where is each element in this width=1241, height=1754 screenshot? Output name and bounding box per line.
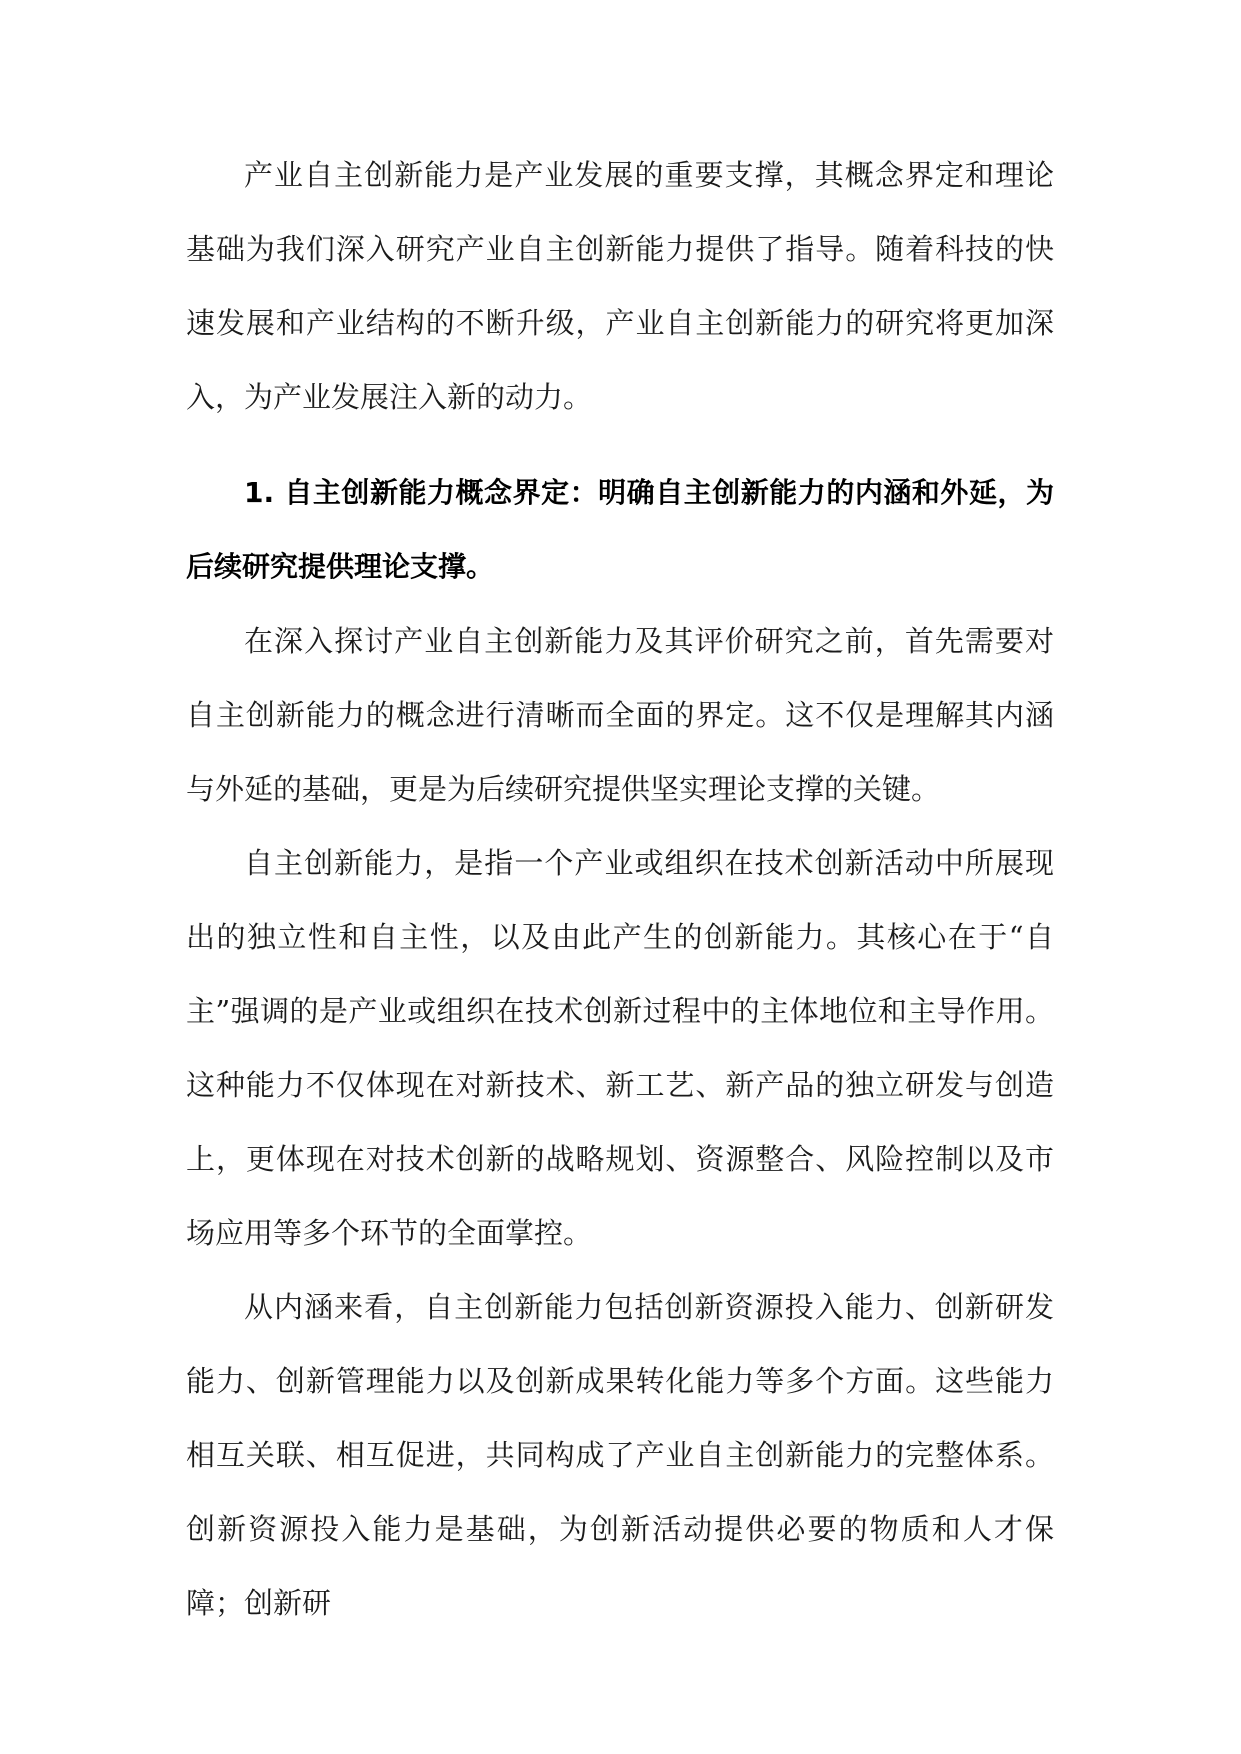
body-paragraph-2: 自主创新能力，是指一个产业或组织在技术创新活动中所展现出的独立性和自主性，以及由此产生的创新能力。其核心在于“自主”强调的是产业或组织在技术创新过程中的主体地位和主导作用。这种能力不仅体现在对新技术、新工艺、新产品的独立研发与创造上，更体现在对技术创新的战略规划、资源整合、风险控制以及市场应用等多个环节的全面掌控。 — [186, 846, 1054, 1250]
body-paragraph-3: 从内涵来看，自主创新能力包括创新资源投入能力、创新研发能力、创新管理能力以及创新成果转化能力等多个方面。这些能力相互关联、相互促进，共同构成了产业自主创新能力的完整体系。创新资源投入能力是基础，为创新活动提供必要的物质和人才保障；创新研 — [186, 1290, 1054, 1620]
section-heading: 1. 自主创新能力概念界定：明确自主创新能力的内涵和外延，为后续研究提供理论支撑。 — [186, 476, 1054, 583]
body-paragraph-1: 在深入探讨产业自主创新能力及其评价研究之前，首先需要对自主创新能力的概念进行清晰而全面的界定。这不仅是理解其内涵与外延的基础，更是为后续研究提供坚实理论支撑的关键。 — [186, 624, 1054, 806]
intro-paragraph: 产业自主创新能力是产业发展的重要支撑，其概念界定和理论基础为我们深入研究产业自主创新能力提供了指导。随着科技的快速发展和产业结构的不断升级，产业自主创新能力的研究将更加深入，为产业发展注入新的动力。 — [186, 158, 1054, 414]
document-body — [186, 138, 1054, 1640]
